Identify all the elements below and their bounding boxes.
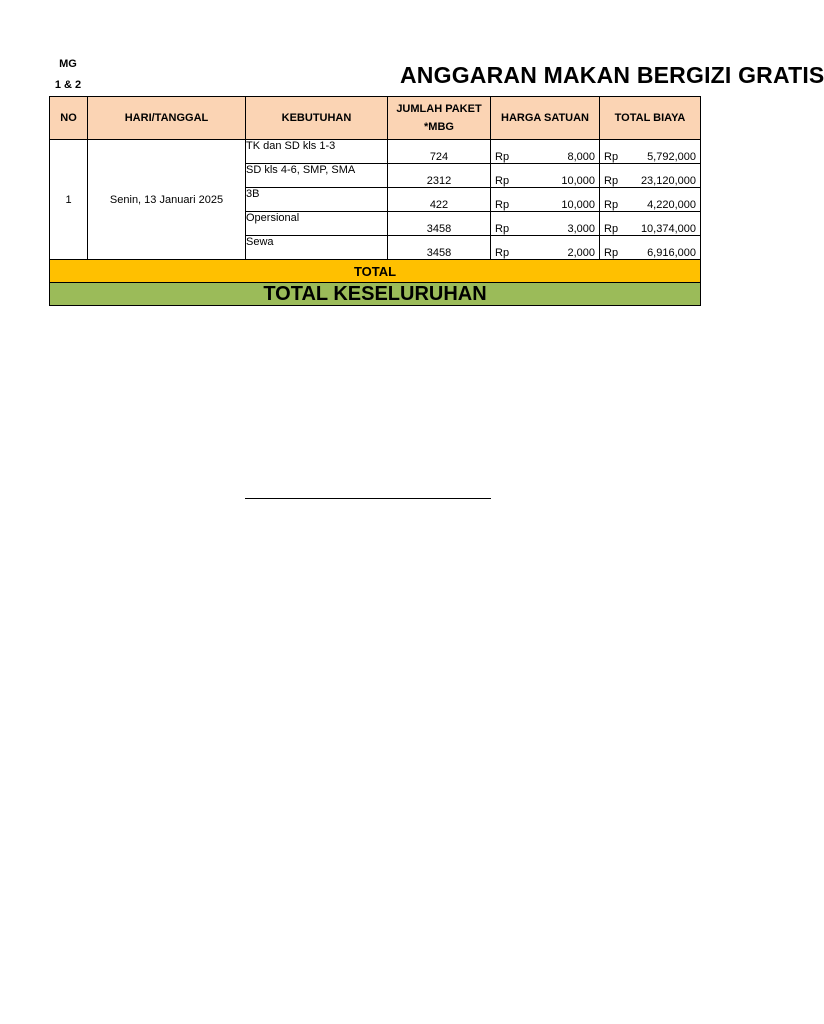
mg-line-1: MG bbox=[59, 58, 77, 70]
qty-cell: 2312 bbox=[388, 164, 491, 188]
header-no: NO bbox=[50, 97, 88, 140]
budget-table bbox=[49, 96, 701, 306]
unit-price-value: 2,000 bbox=[567, 247, 595, 259]
currency-label: Rp bbox=[604, 175, 619, 187]
need-cell: 3B bbox=[246, 188, 388, 212]
qty-cell: 3458 bbox=[388, 236, 491, 260]
total-cost-value: 4,220,000 bbox=[647, 199, 696, 211]
unit-price-cell bbox=[491, 188, 600, 212]
total-cost-cell bbox=[600, 212, 701, 236]
currency-label: Rp bbox=[604, 151, 619, 163]
total-cost-cell bbox=[600, 236, 701, 260]
qty-cell: 3458 bbox=[388, 212, 491, 236]
unit-price-cell bbox=[491, 236, 600, 260]
currency-label: Rp bbox=[495, 151, 510, 163]
currency-label: Rp bbox=[495, 247, 510, 259]
qty-cell: 422 bbox=[388, 188, 491, 212]
qty-cell: 724 bbox=[388, 140, 491, 164]
header-need: KEBUTUHAN bbox=[246, 97, 388, 140]
unit-price-cell bbox=[491, 212, 600, 236]
header-total-cost: TOTAL BIAYA bbox=[600, 97, 701, 140]
row-number: 1 bbox=[50, 140, 88, 260]
currency-label: Rp bbox=[495, 199, 510, 211]
header-unit-price: HARGA SATUAN bbox=[491, 97, 600, 140]
mg-label bbox=[50, 54, 86, 96]
currency-label: Rp bbox=[495, 175, 510, 187]
unit-price-value: 10,000 bbox=[561, 199, 595, 211]
total-cost-value: 10,374,000 bbox=[640, 223, 696, 235]
unit-price-cell bbox=[491, 140, 600, 164]
total-cost-cell bbox=[600, 188, 701, 212]
total-label: TOTAL bbox=[50, 260, 701, 283]
currency-label: Rp bbox=[604, 199, 619, 211]
header-qty-line-2: *MBG bbox=[424, 121, 454, 133]
total-cost-value: 5,792,000 bbox=[647, 151, 696, 163]
header-date: HARI/TANGGAL bbox=[88, 97, 246, 140]
grand-total-label: TOTAL KESELURUHAN bbox=[50, 283, 701, 306]
currency-label: Rp bbox=[604, 223, 619, 235]
unit-price-value: 10,000 bbox=[561, 175, 595, 187]
mg-line-2: 1 & 2 bbox=[54, 79, 82, 91]
total-cost-value: 23,120,000 bbox=[640, 175, 696, 187]
need-cell: TK dan SD kls 1-3 bbox=[246, 140, 388, 164]
currency-label: Rp bbox=[604, 247, 619, 259]
need-cell: Opersional bbox=[246, 212, 388, 236]
need-cell: Sewa bbox=[246, 236, 388, 260]
unit-price-value: 3,000 bbox=[567, 223, 595, 235]
need-cell: SD kls 4-6, SMP, SMA bbox=[246, 164, 388, 188]
title-area bbox=[390, 58, 824, 92]
table-row bbox=[50, 140, 701, 164]
total-row bbox=[50, 260, 701, 283]
row-date: Senin, 13 Januari 2025 bbox=[88, 140, 246, 260]
grand-total-row bbox=[50, 283, 701, 306]
header-qty-line-1: JUMLAH PAKET bbox=[396, 103, 482, 115]
unit-price-cell bbox=[491, 164, 600, 188]
total-cost-cell bbox=[600, 140, 701, 164]
signature-line bbox=[245, 498, 491, 499]
header-qty bbox=[388, 97, 491, 140]
unit-price-value: 8,000 bbox=[567, 151, 595, 163]
total-cost-cell bbox=[600, 164, 701, 188]
currency-label: Rp bbox=[495, 223, 510, 235]
page-title: ANGGARAN MAKAN BERGIZI GRATIS bbox=[400, 62, 824, 88]
table-header-row bbox=[50, 97, 701, 140]
total-cost-value: 6,916,000 bbox=[647, 247, 696, 259]
